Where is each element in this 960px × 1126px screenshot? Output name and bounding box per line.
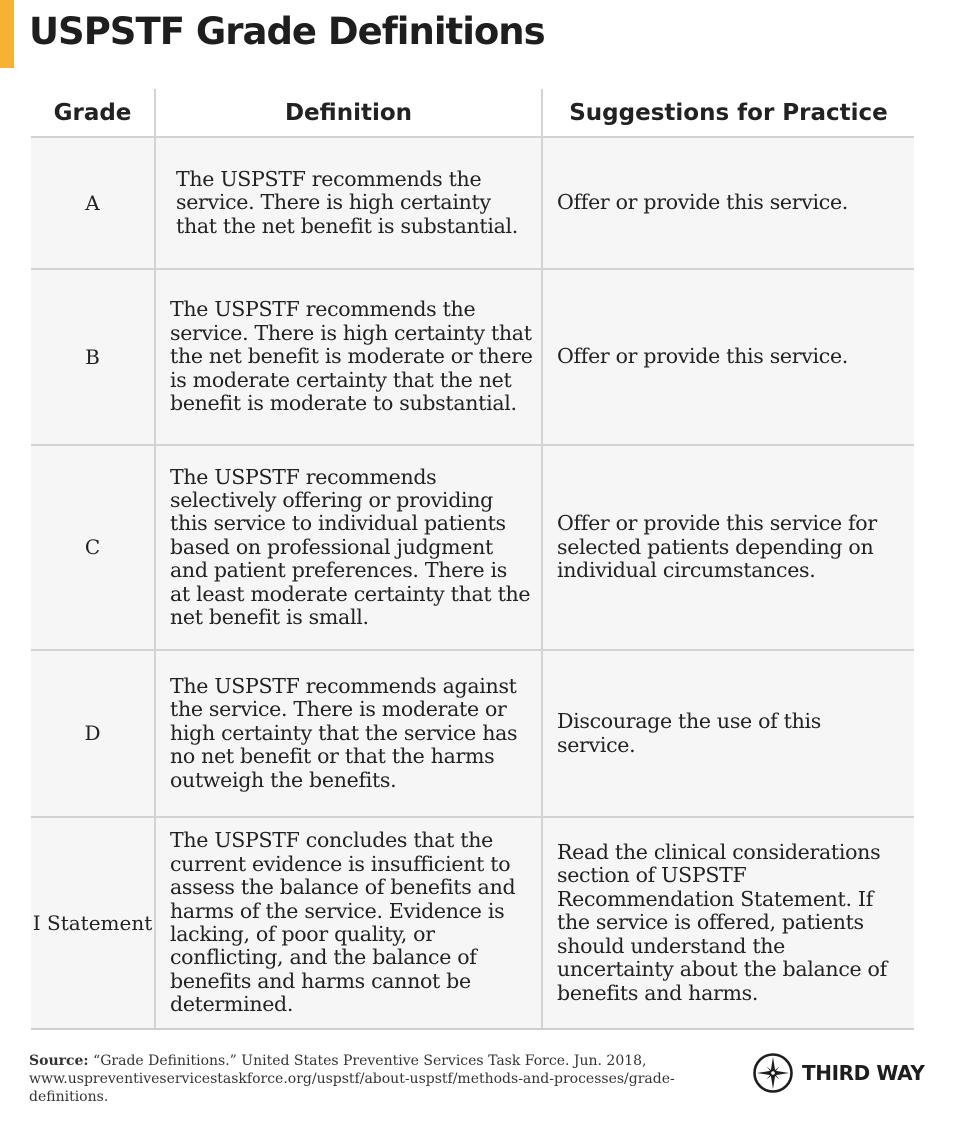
header-definition: Definition [155, 89, 542, 137]
definition-cell: The USPSTF recommends the service. There is high certainty that the net benefit is moderate or there is moderate certainty that the net benefit is moderate to substantial. [155, 269, 542, 445]
header-suggestions-for-practice: Suggestions for Practice [542, 89, 914, 137]
table-row-grade-c [31, 445, 914, 650]
page-title: USPSTF Grade Definitions [29, 10, 545, 53]
practice-cell: Read the clinical considerations section of USPSTF Recommendation Statement. If the service is offered, patients should understand the uncertainty about the balance of benefits and harms. [542, 817, 914, 1029]
compass-star-icon [752, 1052, 794, 1094]
accent-bar [0, 0, 14, 68]
logo-text: THIRD WAY [802, 1061, 925, 1085]
grade-cell: I Statement [31, 817, 155, 1029]
header-grade: Grade [31, 89, 155, 137]
source-citation [29, 1052, 699, 1106]
grade-cell: A [31, 137, 155, 269]
source-label: Source: [29, 1053, 89, 1069]
grade-cell: D [31, 650, 155, 817]
practice-cell: Offer or provide this service. [542, 137, 914, 269]
definition-cell: The USPSTF recommends against the service. There is moderate or high certainty that the service has no net benefit or that the harms outweigh the benefits. [155, 650, 542, 817]
table-row-grade-i [31, 817, 914, 1029]
header-row [31, 89, 914, 137]
grade-cell: B [31, 269, 155, 445]
table-row-grade-b [31, 269, 914, 445]
grade-cell: C [31, 445, 155, 650]
table-header [31, 89, 914, 137]
practice-cell: Discourage the use of this service. [542, 650, 914, 817]
table-row-grade-d [31, 650, 914, 817]
table-row-grade-a [31, 137, 914, 269]
definition-cell: The USPSTF recommends the service. There is high certainty that the net benefit is substantial. [155, 137, 542, 269]
third-way-logo [752, 1052, 937, 1096]
table-body [31, 137, 914, 1029]
definition-cell: The USPSTF concludes that the current evidence is insufficient to assess the balance of benefits and harms of the service. Evidence is lacking, of poor quality, or conflicting, and the balance of benefits and harms cannot be determined. [155, 817, 542, 1029]
definition-cell: The USPSTF recommends selectively offering or providing this service to individual patients based on professional judgment and patient preferences. There is at least moderate certainty that the net benefit is small. [155, 445, 542, 650]
grade-definitions-table [31, 89, 914, 1030]
practice-cell: Offer or provide this service for selected patients depending on individual circumstances. [542, 445, 914, 650]
practice-cell: Offer or provide this service. [542, 269, 914, 445]
source-text: “Grade Definitions.” United States Preventive Services Task Force. Jun. 2018, www.uspreventiveservicestaskforce.org/uspstf/about-uspstf/methods-and-processes/grade-definitions. [29, 1053, 675, 1105]
